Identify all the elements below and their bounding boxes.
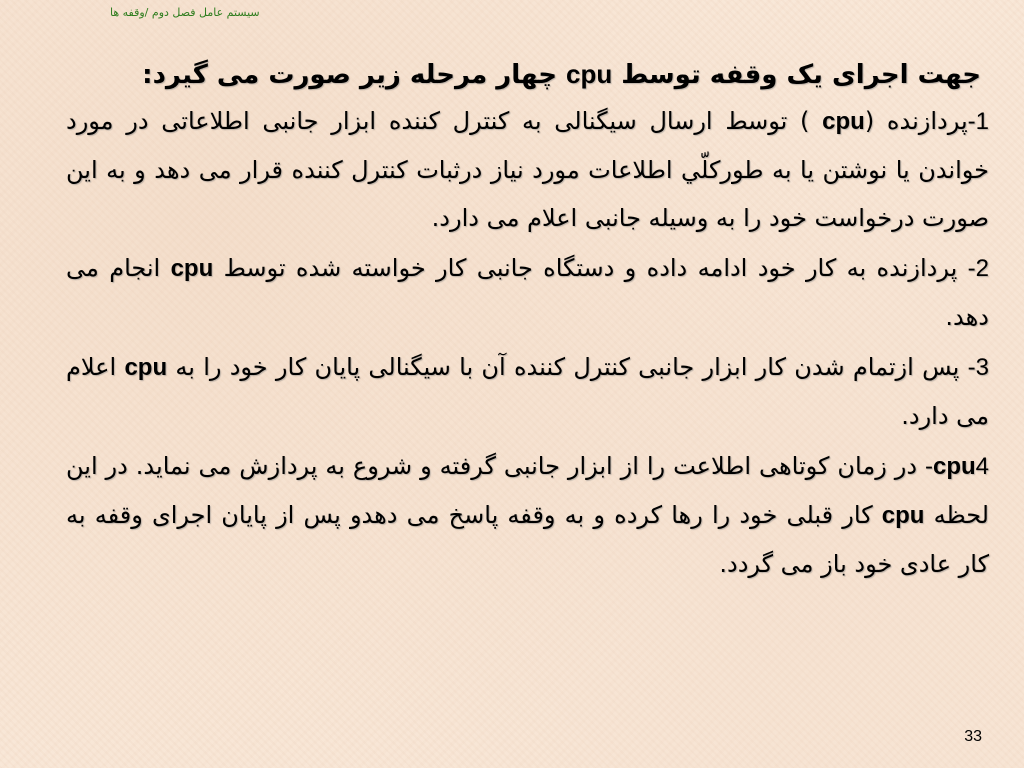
step-4-text-start: در زمان کوتاهی اطلاعت را از ابزار جانبی گرفته و شروع به پردازش می نماید. در این لحظه [66,452,989,529]
heading-text-end: چهار مرحله زیر صورت می گیرد: [142,60,566,90]
step-1-text-start: پردازنده ( [864,107,968,135]
step-3-text-end: اعلام می دارد. [66,353,989,430]
step-4-paragraph [44,442,989,588]
step-1-cpu: cpu [822,108,865,135]
step-3-number: 3- [967,354,989,381]
step-2-cpu: cpu [170,255,214,282]
page-number: 33 [964,728,982,745]
step-3-cpu: cpu [124,354,168,381]
heading-text-start: جهت اجرای یک وقفه توسط [612,60,981,90]
step-1-text-end: ) توسط ارسال سیگنالی به کنترل کننده ابزار جانبی اطلاعاتی در مورد خواندن یا نوشتن یا به طورکلّي اطلاعات مورد نياز درثبات کنترل کننده قرار می دهد و به این صورت درخواست خود را به وسیله جانبی اعلام می دارد. [66,107,989,232]
heading-cpu: cpu [565,59,613,89]
step-4-text-end: کار قبلی خود را رها کرده و به وقفه پاسخ می دهدو پس از پایان اجرای وقفه به کار عادی خود باز می گردد. [66,501,989,578]
step-3-paragraph [44,343,989,440]
slide-content [44,52,989,588]
step-2-number: 2- [967,255,989,282]
slide-header: سیستم عامل فصل دوم /وقفه ها [110,6,260,19]
step-2-text-start: پردازنده به کار خود ادامه داده و دستگاه جانبی کار خواسته شده توسط [213,254,968,282]
step-4-cpu-second: cpu [881,502,925,529]
step-3-text-start: پس ازتمام شدن کار ابزار جانبی کنترل کننده آن با سیگنالی پایان کار خود را به [167,353,968,381]
step-2-text-end: انجام می دهد. [66,254,989,331]
step-1-number: 1- [967,108,989,135]
step-1-paragraph [44,97,989,242]
step-2-paragraph [44,244,989,341]
step-4-number: 4- [924,453,989,480]
slide-heading [44,52,981,97]
step-4-cpu: cpu [932,453,976,480]
